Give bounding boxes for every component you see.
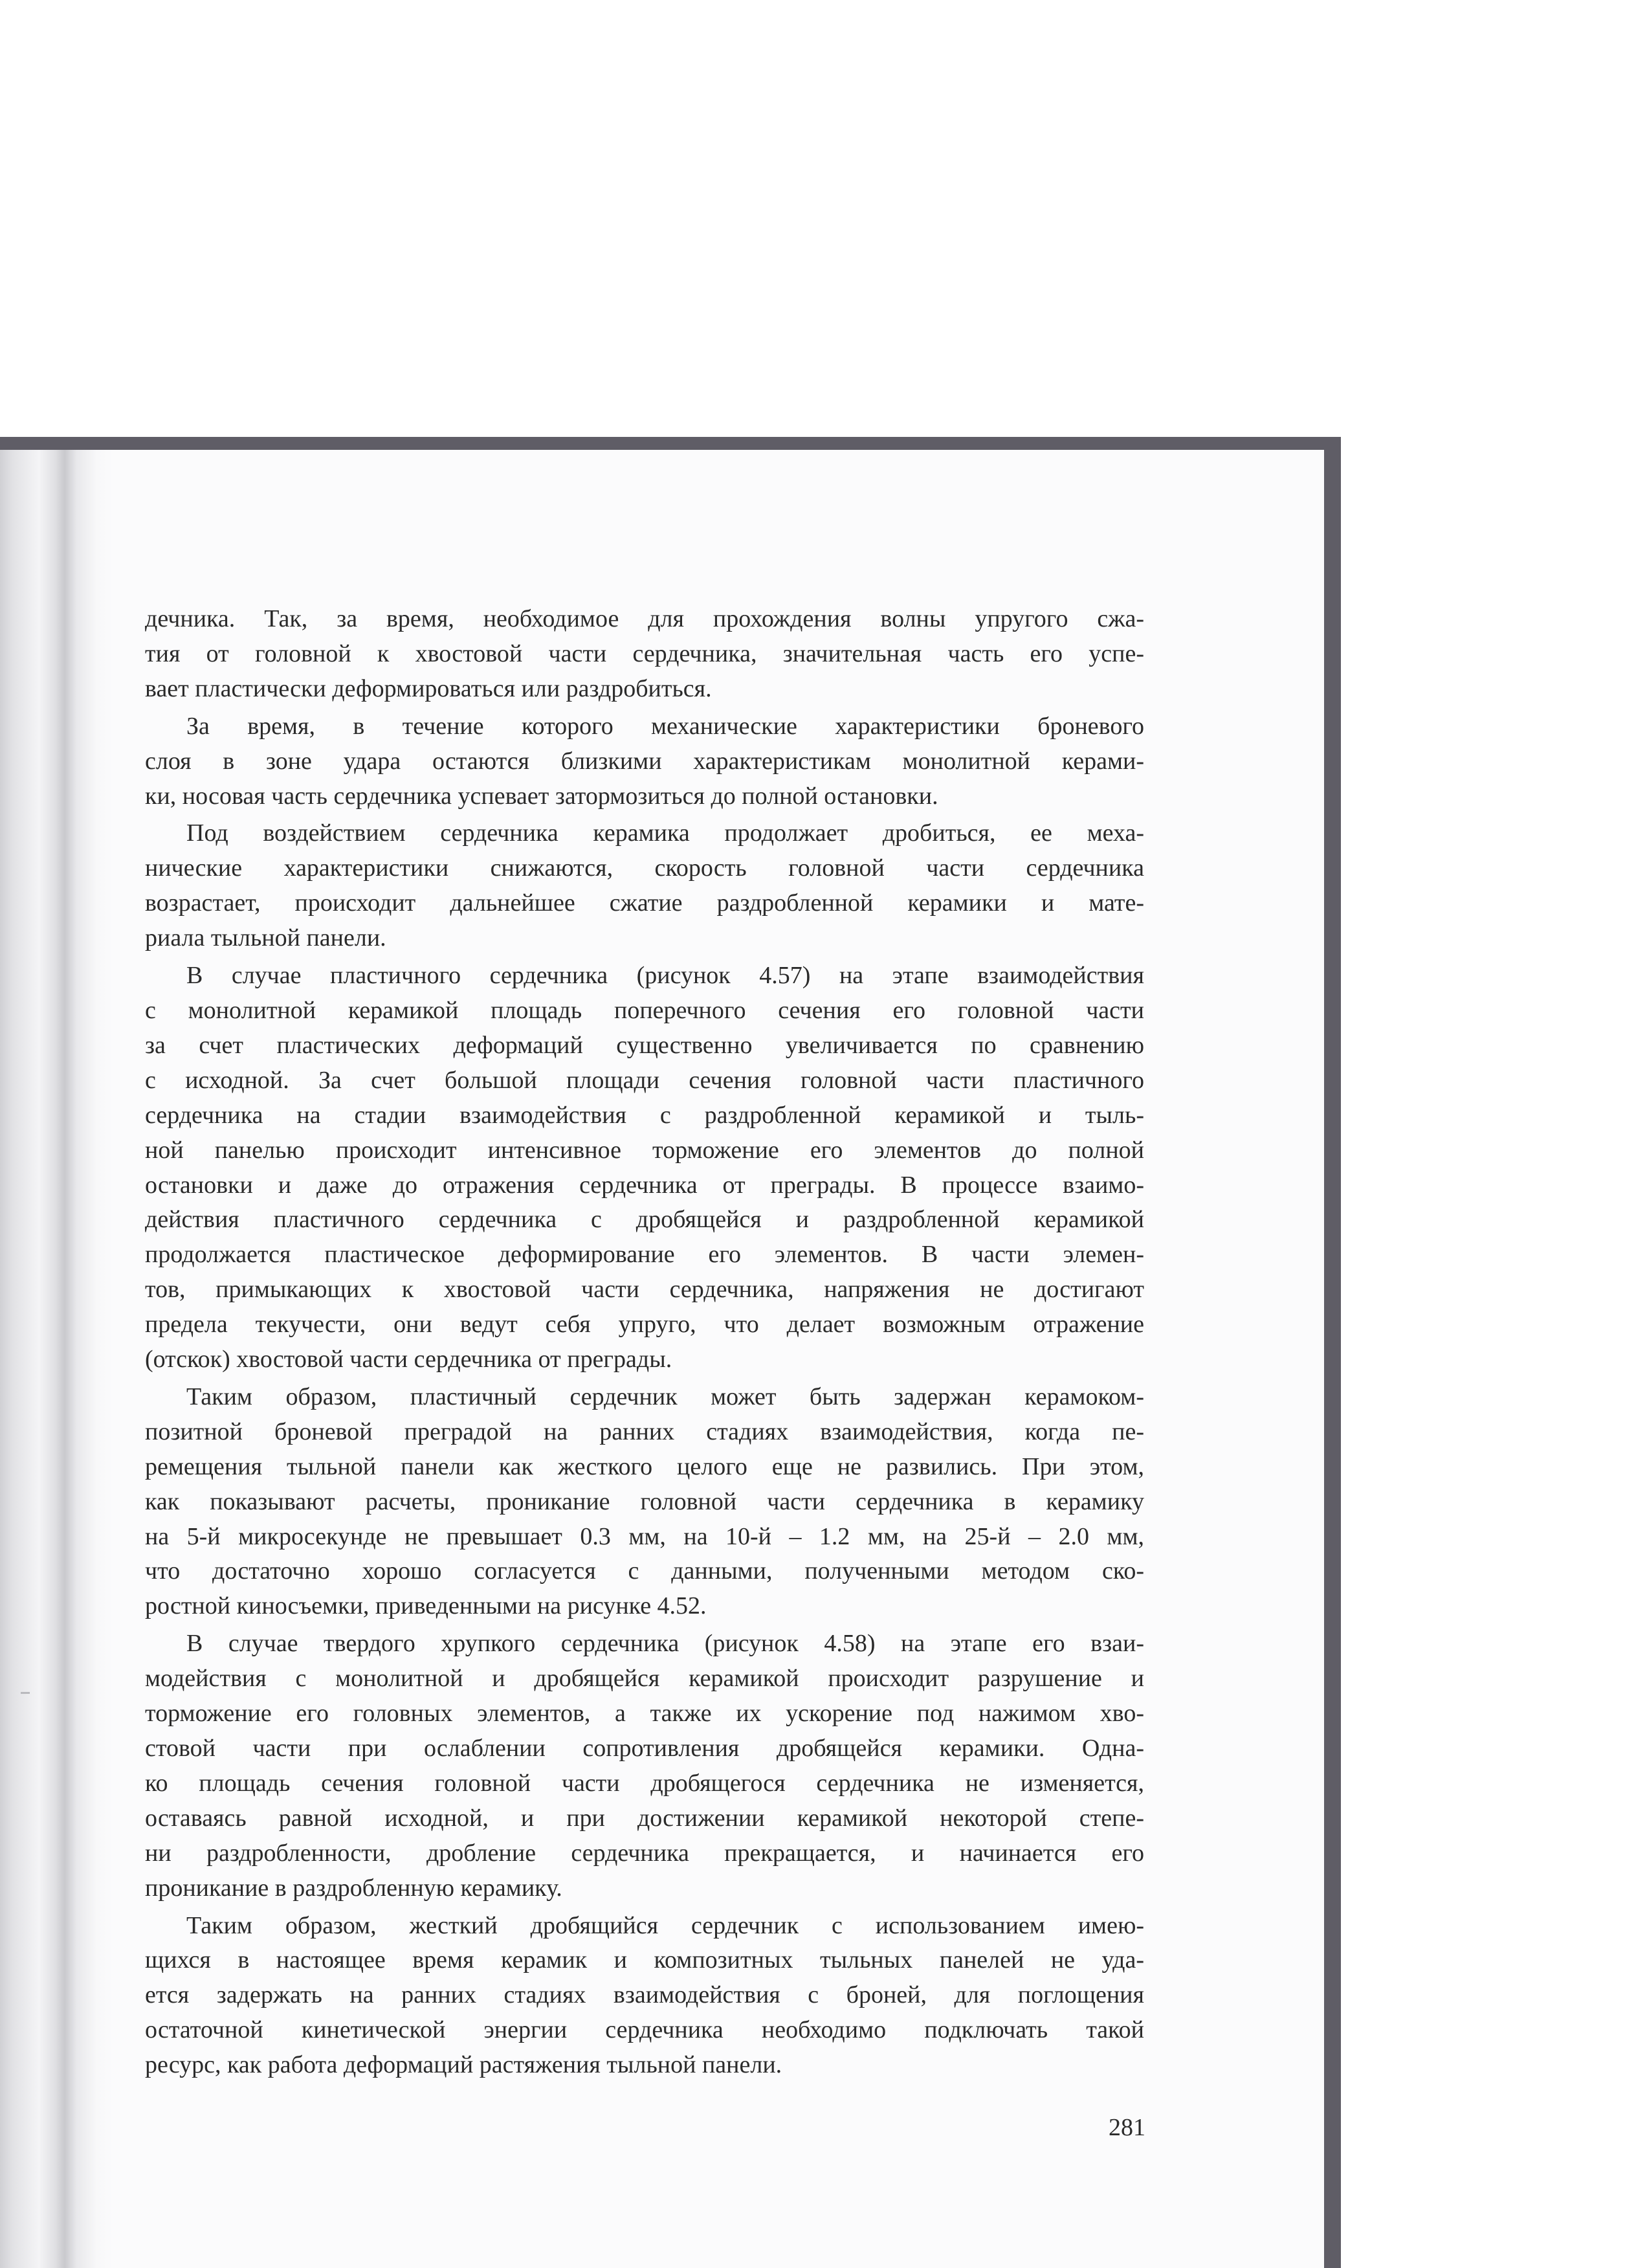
text-line: щихся в настоящее время керамик и композитных тыльных панелей не уда-	[145, 1946, 1144, 1974]
text-line: остаточной кинетической энергии сердечника необходимо подключать такой	[145, 2016, 1144, 2044]
paragraph	[145, 1627, 1144, 1906]
text-line: оставаясь равной исходной, и при достижении керамикой некоторой степе-	[145, 1804, 1144, 1832]
text-line: тия от головной к хвостовой части сердечника, значительная часть его успе-	[145, 639, 1144, 667]
text-line: дечника. Так, за время, необходимое для прохождения волны упругого сжа-	[145, 605, 1144, 632]
text-line: предела текучести, они ведут себя упруго, что делает возможным отражение	[145, 1311, 1144, 1339]
text-line: ресурс, как работа деформаций растяжения тыльной панели.	[145, 2051, 782, 2079]
text-line: ростной киносъемки, приведенными на рисунке 4.52.	[145, 1592, 707, 1620]
paragraph	[145, 1380, 1144, 1624]
book-page	[0, 450, 1324, 2268]
text-line: Таким образом, пластичный сердечник может быть задержан керамоком-	[186, 1383, 1144, 1410]
text-line: торможение его головных элементов, а также их ускорение под нажимом хво-	[145, 1700, 1144, 1728]
text-line: позитной броневой преградой на ранних стадиях взаимодействия, когда пе-	[145, 1418, 1144, 1445]
text-line: Под воздействием сердечника керамика продолжает дробиться, ее меха-	[186, 819, 1144, 847]
scan-artifact-mark	[21, 1692, 30, 1694]
paragraph	[145, 709, 1144, 814]
text-line: ной панелью происходит интенсивное торможение его элементов до полной	[145, 1136, 1144, 1164]
page-number: 281	[1109, 2114, 1145, 2141]
text-line: что достаточно хорошо согласуется с данными, полученными методом ско-	[145, 1557, 1144, 1585]
text-line: на 5-й микросекунде не превышает 0.3 мм, на 10-й – 1.2 мм, на 25-й – 2.0 мм,	[145, 1522, 1144, 1550]
text-line: ни раздробленности, дробление сердечника прекращается, и начинается его	[145, 1839, 1144, 1867]
paragraph	[145, 816, 1144, 956]
text-line: действия пластичного сердечника с дробящейся и раздробленной керамикой	[145, 1206, 1144, 1234]
paragraph	[145, 959, 1144, 1377]
text-line: слоя в зоне удара остаются близкими характеристикам монолитной керами-	[145, 747, 1144, 775]
page-gutter-shadow	[0, 450, 113, 2268]
text-line: ремещения тыльной панели как жесткого целого еще не развились. При этом,	[145, 1452, 1144, 1480]
paragraph	[145, 602, 1144, 707]
text-line: стовой части при ослаблении сопротивления дробящейся керамики. Одна-	[145, 1735, 1144, 1762]
text-line: сердечника на стадии взаимодействия с раздробленной керамикой и тыль-	[145, 1101, 1144, 1129]
text-line: за счет пластических деформаций существенно увеличивается по сравнению	[145, 1031, 1144, 1059]
text-line: с монолитной керамикой площадь поперечного сечения его головной части	[145, 996, 1144, 1024]
text-line: тов, примыкающих к хвостовой части сердечника, напряжения не достигают	[145, 1276, 1144, 1304]
text-line: Таким образом, жесткий дробящийся сердечник с использованием имею-	[186, 1911, 1144, 1939]
text-line: модействия с монолитной и дробящейся керамикой происходит разрушение и	[145, 1665, 1144, 1693]
text-line: как показывают расчеты, проникание головной части сердечника в керамику	[145, 1487, 1144, 1515]
text-line: продолжается пластическое деформирование его элементов. В части элемен-	[145, 1241, 1144, 1269]
text-line: В случае пластичного сердечника (рисунок 4.57) на этапе взаимодействия	[186, 962, 1144, 990]
text-line: остановки и даже до отражения сердечника от преграды. В процессе взаимо-	[145, 1171, 1144, 1199]
text-line: ко площадь сечения головной части дробящегося сердечника не изменяется,	[145, 1769, 1144, 1797]
text-line: нические характеристики снижаются, скорость головной части сердечника	[145, 854, 1144, 882]
text-line: ется задержать на ранних стадиях взаимодействия с броней, для поглощения	[145, 1981, 1144, 2009]
text-line: ки, носовая часть сердечника успевает затормозиться до полной остановки.	[145, 782, 938, 810]
paragraph	[145, 1909, 1144, 2084]
text-line: с исходной. За счет большой площади сечения головной части пластичного	[145, 1066, 1144, 1094]
text-line: возрастает, происходит дальнейшее сжатие раздробленной керамики и мате-	[145, 889, 1144, 917]
text-line: проникание в раздробленную керамику.	[145, 1874, 562, 1902]
text-line: В случае твердого хрупкого сердечника (рисунок 4.58) на этапе его взаи-	[186, 1630, 1144, 1658]
text-line: вает пластически деформироваться или раздробиться.	[145, 674, 712, 702]
text-line: За время, в течение которого механические характеристики броневого	[186, 712, 1144, 740]
body-text	[145, 602, 1144, 2085]
text-line: риала тыльной панели.	[145, 924, 386, 952]
text-line: (отскок) хвостовой части сердечника от преграды.	[145, 1346, 672, 1373]
